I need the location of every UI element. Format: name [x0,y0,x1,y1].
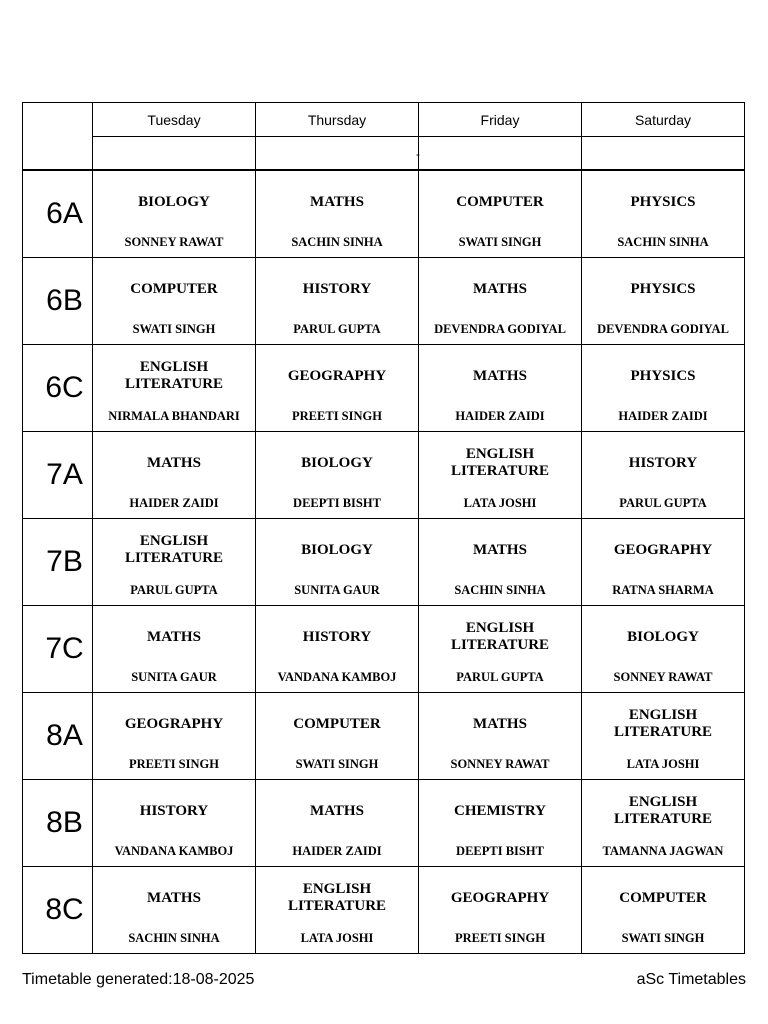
subject-name: MATHS [473,280,527,297]
subject-name: PHYSICS [630,193,696,210]
subject-name: MATHS [473,715,527,732]
subject-name: COMPUTER [130,280,218,297]
table-row [23,258,745,345]
teacher-name: VANDANA KAMBOJ [277,670,397,684]
teacher-name: RATNA SHARMA [612,583,714,597]
day-header-friday: Friday [419,103,582,137]
lesson-cell [256,606,419,693]
subject-name: HISTORY [139,802,209,819]
subject-name: COMPUTER [456,193,544,210]
teacher-name: SWATI SINGH [621,931,705,945]
class-label: 7C [23,606,93,693]
lesson-cell [582,693,745,780]
corner-cell [23,103,93,171]
subject-name: CHEMISTRY [454,802,546,819]
lesson-cell [93,867,256,954]
teacher-name: LATA JOSHI [300,931,374,945]
subject-name: ENGLISH LITERATURE [613,707,713,740]
subject-name: HISTORY [628,454,698,471]
lesson-cell [256,258,419,345]
lesson-cell [582,258,745,345]
subject-name: GEOGRAPHY [287,367,387,384]
period-header-row [23,137,745,171]
subject-name: COMPUTER [619,889,707,906]
table-row [23,606,745,693]
teacher-name: LATA JOSHI [626,757,700,771]
lesson-cell [419,258,582,345]
subject-name: MATHS [473,541,527,558]
teacher-name: SACHIN SINHA [291,235,383,249]
teacher-name: DEVENDRA GODIYAL [597,322,729,336]
table-row [23,170,745,258]
lesson-cell [419,606,582,693]
lesson-cell [256,693,419,780]
subject-name: PHYSICS [630,280,696,297]
teacher-name: PREETI SINGH [292,409,382,423]
teacher-name: SUNITA GAUR [131,670,217,684]
subject-name: MATHS [473,367,527,384]
teacher-name: PARUL GUPTA [619,496,707,510]
subject-name: ENGLISH LITERATURE [287,881,387,914]
teacher-name: PARUL GUPTA [293,322,381,336]
subject-name: MATHS [310,193,364,210]
subject-name: ENGLISH LITERATURE [450,620,550,653]
day-header-row [23,103,745,137]
period-cell-tuesday [93,137,256,171]
teacher-name: SUNITA GAUR [294,583,380,597]
table-row [23,519,745,606]
class-label: 6C [23,345,93,432]
subject-name: MATHS [310,802,364,819]
teacher-name: SONNEY RAWAT [450,757,550,771]
lesson-cell [419,345,582,432]
teacher-name: SONNEY RAWAT [613,670,713,684]
header-mark: - [416,147,420,161]
teacher-name: NIRMALA BHANDARI [108,409,240,423]
table-row [23,432,745,519]
teacher-name: DEEPTI BISHT [293,496,381,510]
teacher-name: TAMANNA JAGWAN [602,844,724,858]
brand-label: aSc Timetables [636,971,746,988]
teacher-name: SONNEY RAWAT [124,235,224,249]
class-label: 6A [23,170,93,258]
subject-name: BIOLOGY [138,193,210,210]
class-label: 6B [23,258,93,345]
table-row [23,345,745,432]
subject-name: GEOGRAPHY [124,715,224,732]
subject-name: HISTORY [302,280,372,297]
lesson-cell [419,693,582,780]
teacher-name: HAIDER ZAIDI [618,409,708,423]
teacher-name: PREETI SINGH [455,931,545,945]
subject-name: GEOGRAPHY [613,541,713,558]
timetable [22,102,745,954]
lesson-cell [256,867,419,954]
teacher-name: PREETI SINGH [129,757,219,771]
subject-name: MATHS [147,454,201,471]
teacher-name: SWATI SINGH [132,322,216,336]
lesson-cell [256,345,419,432]
teacher-name: SWATI SINGH [458,235,542,249]
teacher-name: HAIDER ZAIDI [292,844,382,858]
table-row [23,693,745,780]
lesson-cell [582,867,745,954]
teacher-name: DEVENDRA GODIYAL [434,322,566,336]
lesson-cell [582,432,745,519]
lesson-cell [93,258,256,345]
class-label: 8C [23,867,93,954]
lesson-cell [582,170,745,258]
table-row [23,780,745,867]
class-label: 7A [23,432,93,519]
lesson-cell [419,780,582,867]
subject-name: ENGLISH LITERATURE [124,359,224,392]
teacher-name: SACHIN SINHA [617,235,709,249]
day-header-saturday: Saturday [582,103,745,137]
lesson-cell [256,432,419,519]
lesson-cell [256,780,419,867]
lesson-cell [93,606,256,693]
class-label: 8B [23,780,93,867]
subject-name: ENGLISH LITERATURE [450,446,550,479]
teacher-name: SACHIN SINHA [128,931,220,945]
subject-name: COMPUTER [293,715,381,732]
subject-name: BIOLOGY [627,628,699,645]
teacher-name: HAIDER ZAIDI [455,409,545,423]
subject-name: GEOGRAPHY [450,889,550,906]
subject-name: MATHS [147,889,201,906]
lesson-cell [419,432,582,519]
class-label: 7B [23,519,93,606]
table-row [23,867,745,954]
period-cell-thursday [256,137,419,171]
teacher-name: PARUL GUPTA [130,583,218,597]
lesson-cell [582,519,745,606]
lesson-cell [93,693,256,780]
lesson-cell [582,606,745,693]
lesson-cell [419,867,582,954]
subject-name: ENGLISH LITERATURE [124,533,224,566]
day-header-tuesday: Tuesday [93,103,256,137]
subject-name: HISTORY [302,628,372,645]
lesson-cell [93,519,256,606]
lesson-cell [256,170,419,258]
subject-name: PHYSICS [630,367,696,384]
lesson-cell [93,780,256,867]
lesson-cell [93,170,256,258]
lesson-cell [582,780,745,867]
teacher-name: DEEPTI BISHT [456,844,544,858]
period-cell-friday [416,137,582,171]
teacher-name: LATA JOSHI [463,496,537,510]
lesson-cell [582,345,745,432]
class-label: 8A [23,693,93,780]
subject-name: BIOLOGY [301,541,373,558]
teacher-name: SACHIN SINHA [454,583,546,597]
teacher-name: SWATI SINGH [295,757,379,771]
lesson-cell [419,170,582,258]
period-cell-saturday [582,137,745,171]
lesson-cell [419,519,582,606]
lesson-cell [93,432,256,519]
teacher-name: HAIDER ZAIDI [129,496,219,510]
day-header-thursday: Thursday [256,103,419,137]
generated-date: Timetable generated:18-08-2025 [22,971,255,988]
teacher-name: PARUL GUPTA [456,670,544,684]
subject-name: MATHS [147,628,201,645]
subject-name: ENGLISH LITERATURE [613,794,713,827]
lesson-cell [93,345,256,432]
teacher-name: VANDANA KAMBOJ [114,844,234,858]
lesson-cell [256,519,419,606]
subject-name: BIOLOGY [301,454,373,471]
